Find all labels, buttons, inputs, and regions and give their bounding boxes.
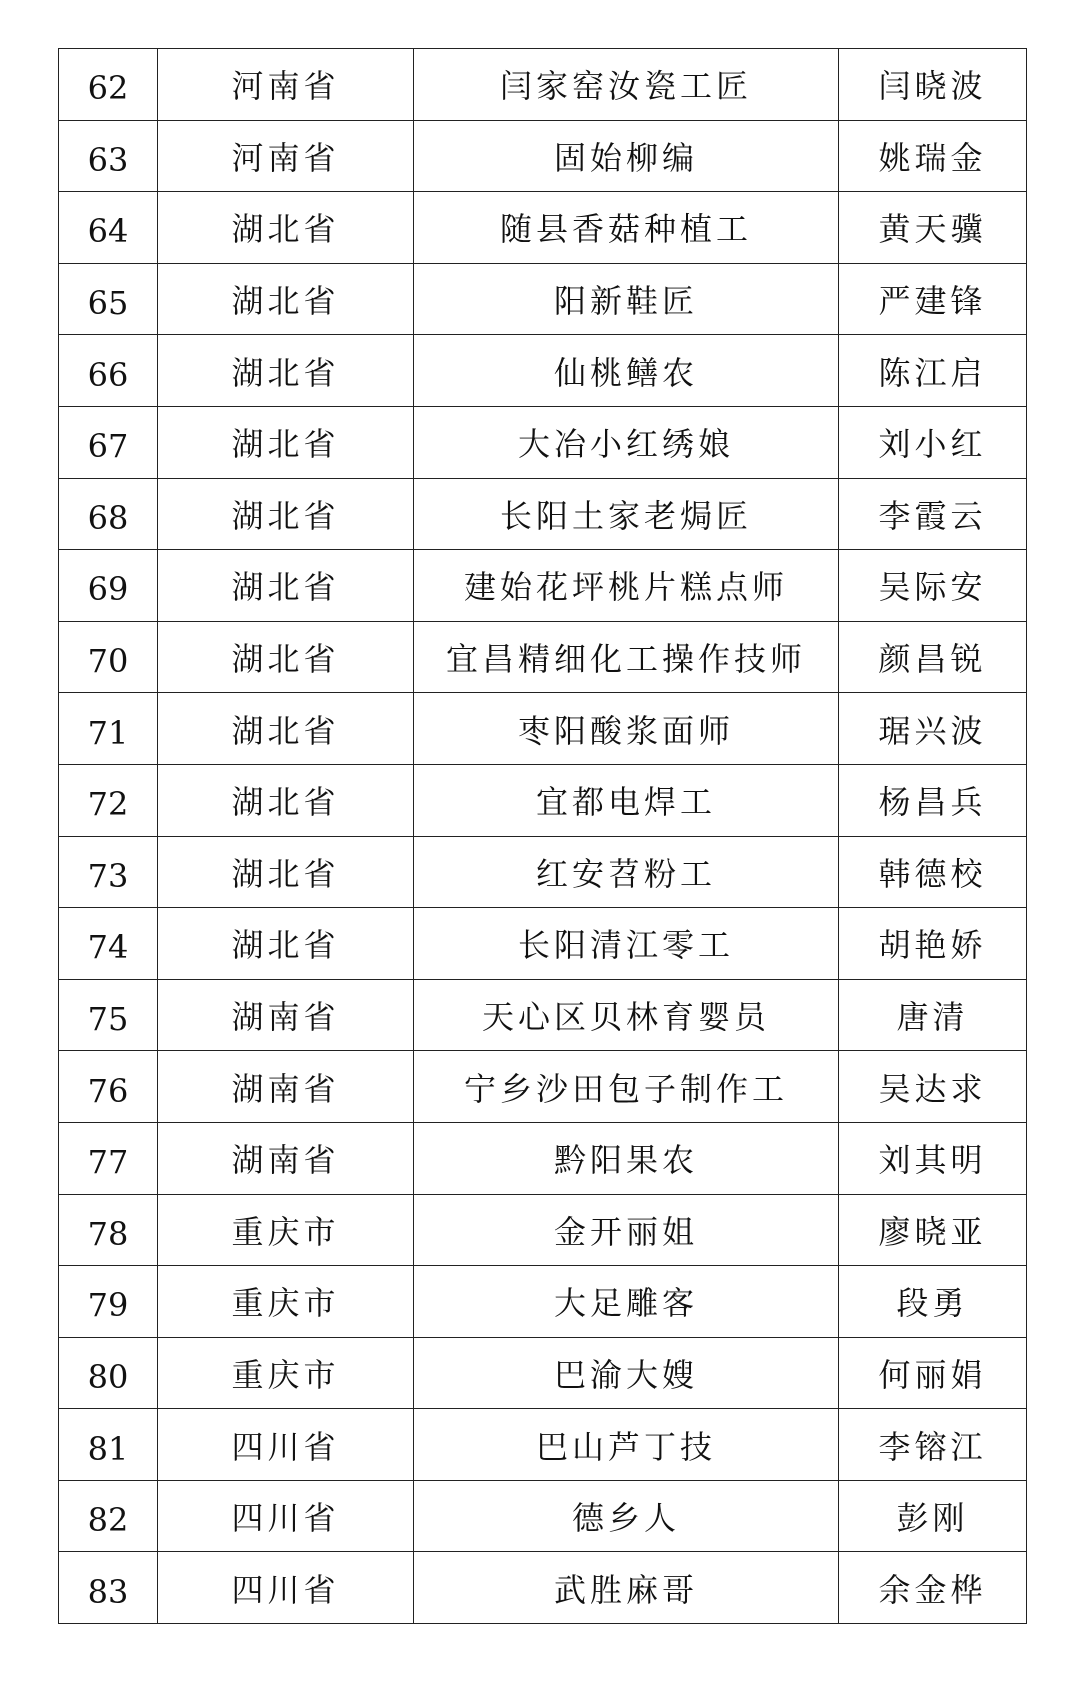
row-province: 重庆市 bbox=[158, 1337, 414, 1409]
row-province: 湖南省 bbox=[158, 979, 414, 1051]
row-number: 65 bbox=[59, 263, 158, 335]
row-province: 河南省 bbox=[158, 49, 414, 121]
roster-table-body bbox=[59, 49, 1027, 1624]
row-number: 72 bbox=[59, 764, 158, 836]
row-title: 德乡人 bbox=[414, 1480, 839, 1552]
row-name: 琚兴波 bbox=[839, 693, 1027, 765]
row-title: 宜都电焊工 bbox=[414, 764, 839, 836]
row-title: 宜昌精细化工操作技师 bbox=[414, 621, 839, 693]
row-name: 胡艳娇 bbox=[839, 908, 1027, 980]
row-name: 李镕江 bbox=[839, 1409, 1027, 1481]
row-name: 杨昌兵 bbox=[839, 764, 1027, 836]
row-title: 红安苕粉工 bbox=[414, 836, 839, 908]
row-title: 建始花坪桃片糕点师 bbox=[414, 550, 839, 622]
row-province: 重庆市 bbox=[158, 1194, 414, 1266]
table-row bbox=[59, 621, 1027, 693]
row-name: 吴际安 bbox=[839, 550, 1027, 622]
row-province: 四川省 bbox=[158, 1552, 414, 1624]
row-province: 湖北省 bbox=[158, 335, 414, 407]
row-title: 枣阳酸浆面师 bbox=[414, 693, 839, 765]
row-title: 大冶小红绣娘 bbox=[414, 406, 839, 478]
table-row bbox=[59, 1337, 1027, 1409]
table-row bbox=[59, 1122, 1027, 1194]
row-province: 湖北省 bbox=[158, 478, 414, 550]
row-name: 刘其明 bbox=[839, 1122, 1027, 1194]
row-province: 湖北省 bbox=[158, 764, 414, 836]
row-name: 李霞云 bbox=[839, 478, 1027, 550]
table-row bbox=[59, 1051, 1027, 1123]
row-number: 82 bbox=[59, 1480, 158, 1552]
row-title: 长阳清江零工 bbox=[414, 908, 839, 980]
row-number: 63 bbox=[59, 120, 158, 192]
row-number: 68 bbox=[59, 478, 158, 550]
table-row bbox=[59, 550, 1027, 622]
row-number: 70 bbox=[59, 621, 158, 693]
row-title: 黔阳果农 bbox=[414, 1122, 839, 1194]
row-name: 姚瑞金 bbox=[839, 120, 1027, 192]
row-name: 余金桦 bbox=[839, 1552, 1027, 1624]
row-number: 79 bbox=[59, 1266, 158, 1338]
row-number: 64 bbox=[59, 192, 158, 264]
row-name: 闫晓波 bbox=[839, 49, 1027, 121]
row-province: 湖北省 bbox=[158, 621, 414, 693]
table-row bbox=[59, 192, 1027, 264]
table-row bbox=[59, 1409, 1027, 1481]
row-province: 湖北省 bbox=[158, 908, 414, 980]
row-title: 闫家窑汝瓷工匠 bbox=[414, 49, 839, 121]
row-title: 武胜麻哥 bbox=[414, 1552, 839, 1624]
table-row bbox=[59, 263, 1027, 335]
row-title: 宁乡沙田包子制作工 bbox=[414, 1051, 839, 1123]
row-province: 湖北省 bbox=[158, 406, 414, 478]
row-name: 严建锋 bbox=[839, 263, 1027, 335]
row-name: 彭刚 bbox=[839, 1480, 1027, 1552]
row-title: 仙桃鳝农 bbox=[414, 335, 839, 407]
row-title: 随县香菇种植工 bbox=[414, 192, 839, 264]
table-row bbox=[59, 836, 1027, 908]
roster-table bbox=[58, 48, 1027, 1624]
row-name: 颜昌锐 bbox=[839, 621, 1027, 693]
row-number: 77 bbox=[59, 1122, 158, 1194]
row-province: 河南省 bbox=[158, 120, 414, 192]
row-province: 湖南省 bbox=[158, 1122, 414, 1194]
table-row bbox=[59, 1552, 1027, 1624]
table-row bbox=[59, 764, 1027, 836]
row-number: 81 bbox=[59, 1409, 158, 1481]
table-row bbox=[59, 1194, 1027, 1266]
row-name: 刘小红 bbox=[839, 406, 1027, 478]
row-number: 74 bbox=[59, 908, 158, 980]
table-row bbox=[59, 120, 1027, 192]
row-name: 何丽娟 bbox=[839, 1337, 1027, 1409]
row-title: 天心区贝林育婴员 bbox=[414, 979, 839, 1051]
row-number: 80 bbox=[59, 1337, 158, 1409]
row-province: 重庆市 bbox=[158, 1266, 414, 1338]
row-name: 吴达求 bbox=[839, 1051, 1027, 1123]
table-row bbox=[59, 979, 1027, 1051]
row-province: 湖北省 bbox=[158, 263, 414, 335]
row-number: 69 bbox=[59, 550, 158, 622]
row-title: 巴山芦丁技 bbox=[414, 1409, 839, 1481]
row-name: 廖晓亚 bbox=[839, 1194, 1027, 1266]
row-title: 阳新鞋匠 bbox=[414, 263, 839, 335]
table-row bbox=[59, 908, 1027, 980]
row-number: 78 bbox=[59, 1194, 158, 1266]
row-number: 83 bbox=[59, 1552, 158, 1624]
table-row bbox=[59, 1266, 1027, 1338]
row-number: 71 bbox=[59, 693, 158, 765]
row-title: 大足雕客 bbox=[414, 1266, 839, 1338]
row-province: 四川省 bbox=[158, 1480, 414, 1552]
row-number: 76 bbox=[59, 1051, 158, 1123]
row-number: 62 bbox=[59, 49, 158, 121]
row-title: 巴渝大嫂 bbox=[414, 1337, 839, 1409]
table-row bbox=[59, 335, 1027, 407]
row-name: 唐清 bbox=[839, 979, 1027, 1051]
row-title: 固始柳编 bbox=[414, 120, 839, 192]
row-number: 67 bbox=[59, 406, 158, 478]
table-row bbox=[59, 1480, 1027, 1552]
row-province: 湖北省 bbox=[158, 693, 414, 765]
row-title: 长阳土家老焗匠 bbox=[414, 478, 839, 550]
row-province: 湖北省 bbox=[158, 550, 414, 622]
table-row bbox=[59, 406, 1027, 478]
row-name: 段勇 bbox=[839, 1266, 1027, 1338]
row-title: 金开丽姐 bbox=[414, 1194, 839, 1266]
row-name: 黄天骥 bbox=[839, 192, 1027, 264]
row-name: 韩德校 bbox=[839, 836, 1027, 908]
table-row bbox=[59, 693, 1027, 765]
row-number: 73 bbox=[59, 836, 158, 908]
row-province: 湖北省 bbox=[158, 192, 414, 264]
table-row bbox=[59, 49, 1027, 121]
row-number: 66 bbox=[59, 335, 158, 407]
row-name: 陈江启 bbox=[839, 335, 1027, 407]
table-row bbox=[59, 478, 1027, 550]
row-number: 75 bbox=[59, 979, 158, 1051]
row-province: 湖北省 bbox=[158, 836, 414, 908]
row-province: 四川省 bbox=[158, 1409, 414, 1481]
row-province: 湖南省 bbox=[158, 1051, 414, 1123]
